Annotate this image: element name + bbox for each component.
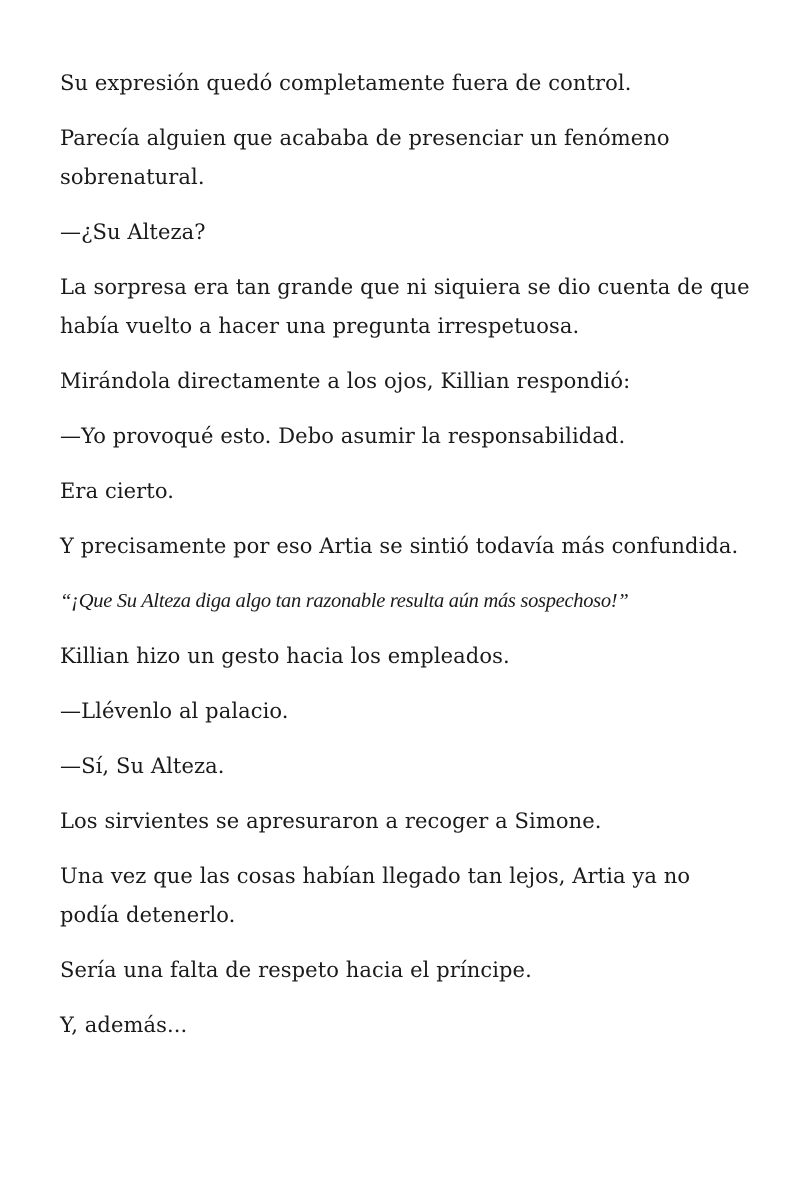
paragraph: Era cierto. [60,479,174,503]
paragraph: Mirándola directamente a los ojos, Killian respondió: [60,369,631,393]
dialogue-paragraph: —Sí, Su Alteza. [60,754,225,778]
paragraph: Los sirvientes se apresuraron a recoger a Simone. [60,809,602,833]
document-page [60,64,750,1061]
paragraph: Una vez que las cosas habían llegado tan lejos, Artia ya no podía detenerlo. [60,864,691,927]
dialogue-paragraph: —Yo provoqué esto. Debo asumir la responsabilidad. [60,424,626,448]
paragraph: Y precisamente por eso Artia se sintió todavía más confundida. [60,534,739,558]
paragraph: Sería una falta de respeto hacia el príncipe. [60,958,532,982]
paragraph: Y, además... [60,1013,188,1037]
dialogue-paragraph: —Llévenlo al palacio. [60,699,289,723]
paragraph: Su expresión quedó completamente fuera de control. [60,71,632,95]
dialogue-paragraph: —¿Su Alteza? [60,220,206,244]
paragraph: Parecía alguien que acababa de presenciar un fenómeno sobrenatural. [60,126,670,189]
paragraph: Killian hizo un gesto hacia los empleados. [60,644,510,668]
paragraph: La sorpresa era tan grande que ni siquiera se dio cuenta de que había vuelto a hacer una pregunta irrespetuosa. [60,275,750,338]
inner-thought-paragraph: “¡Que Su Alteza diga algo tan razonable resulta aún más sospechoso!” [60,590,629,612]
